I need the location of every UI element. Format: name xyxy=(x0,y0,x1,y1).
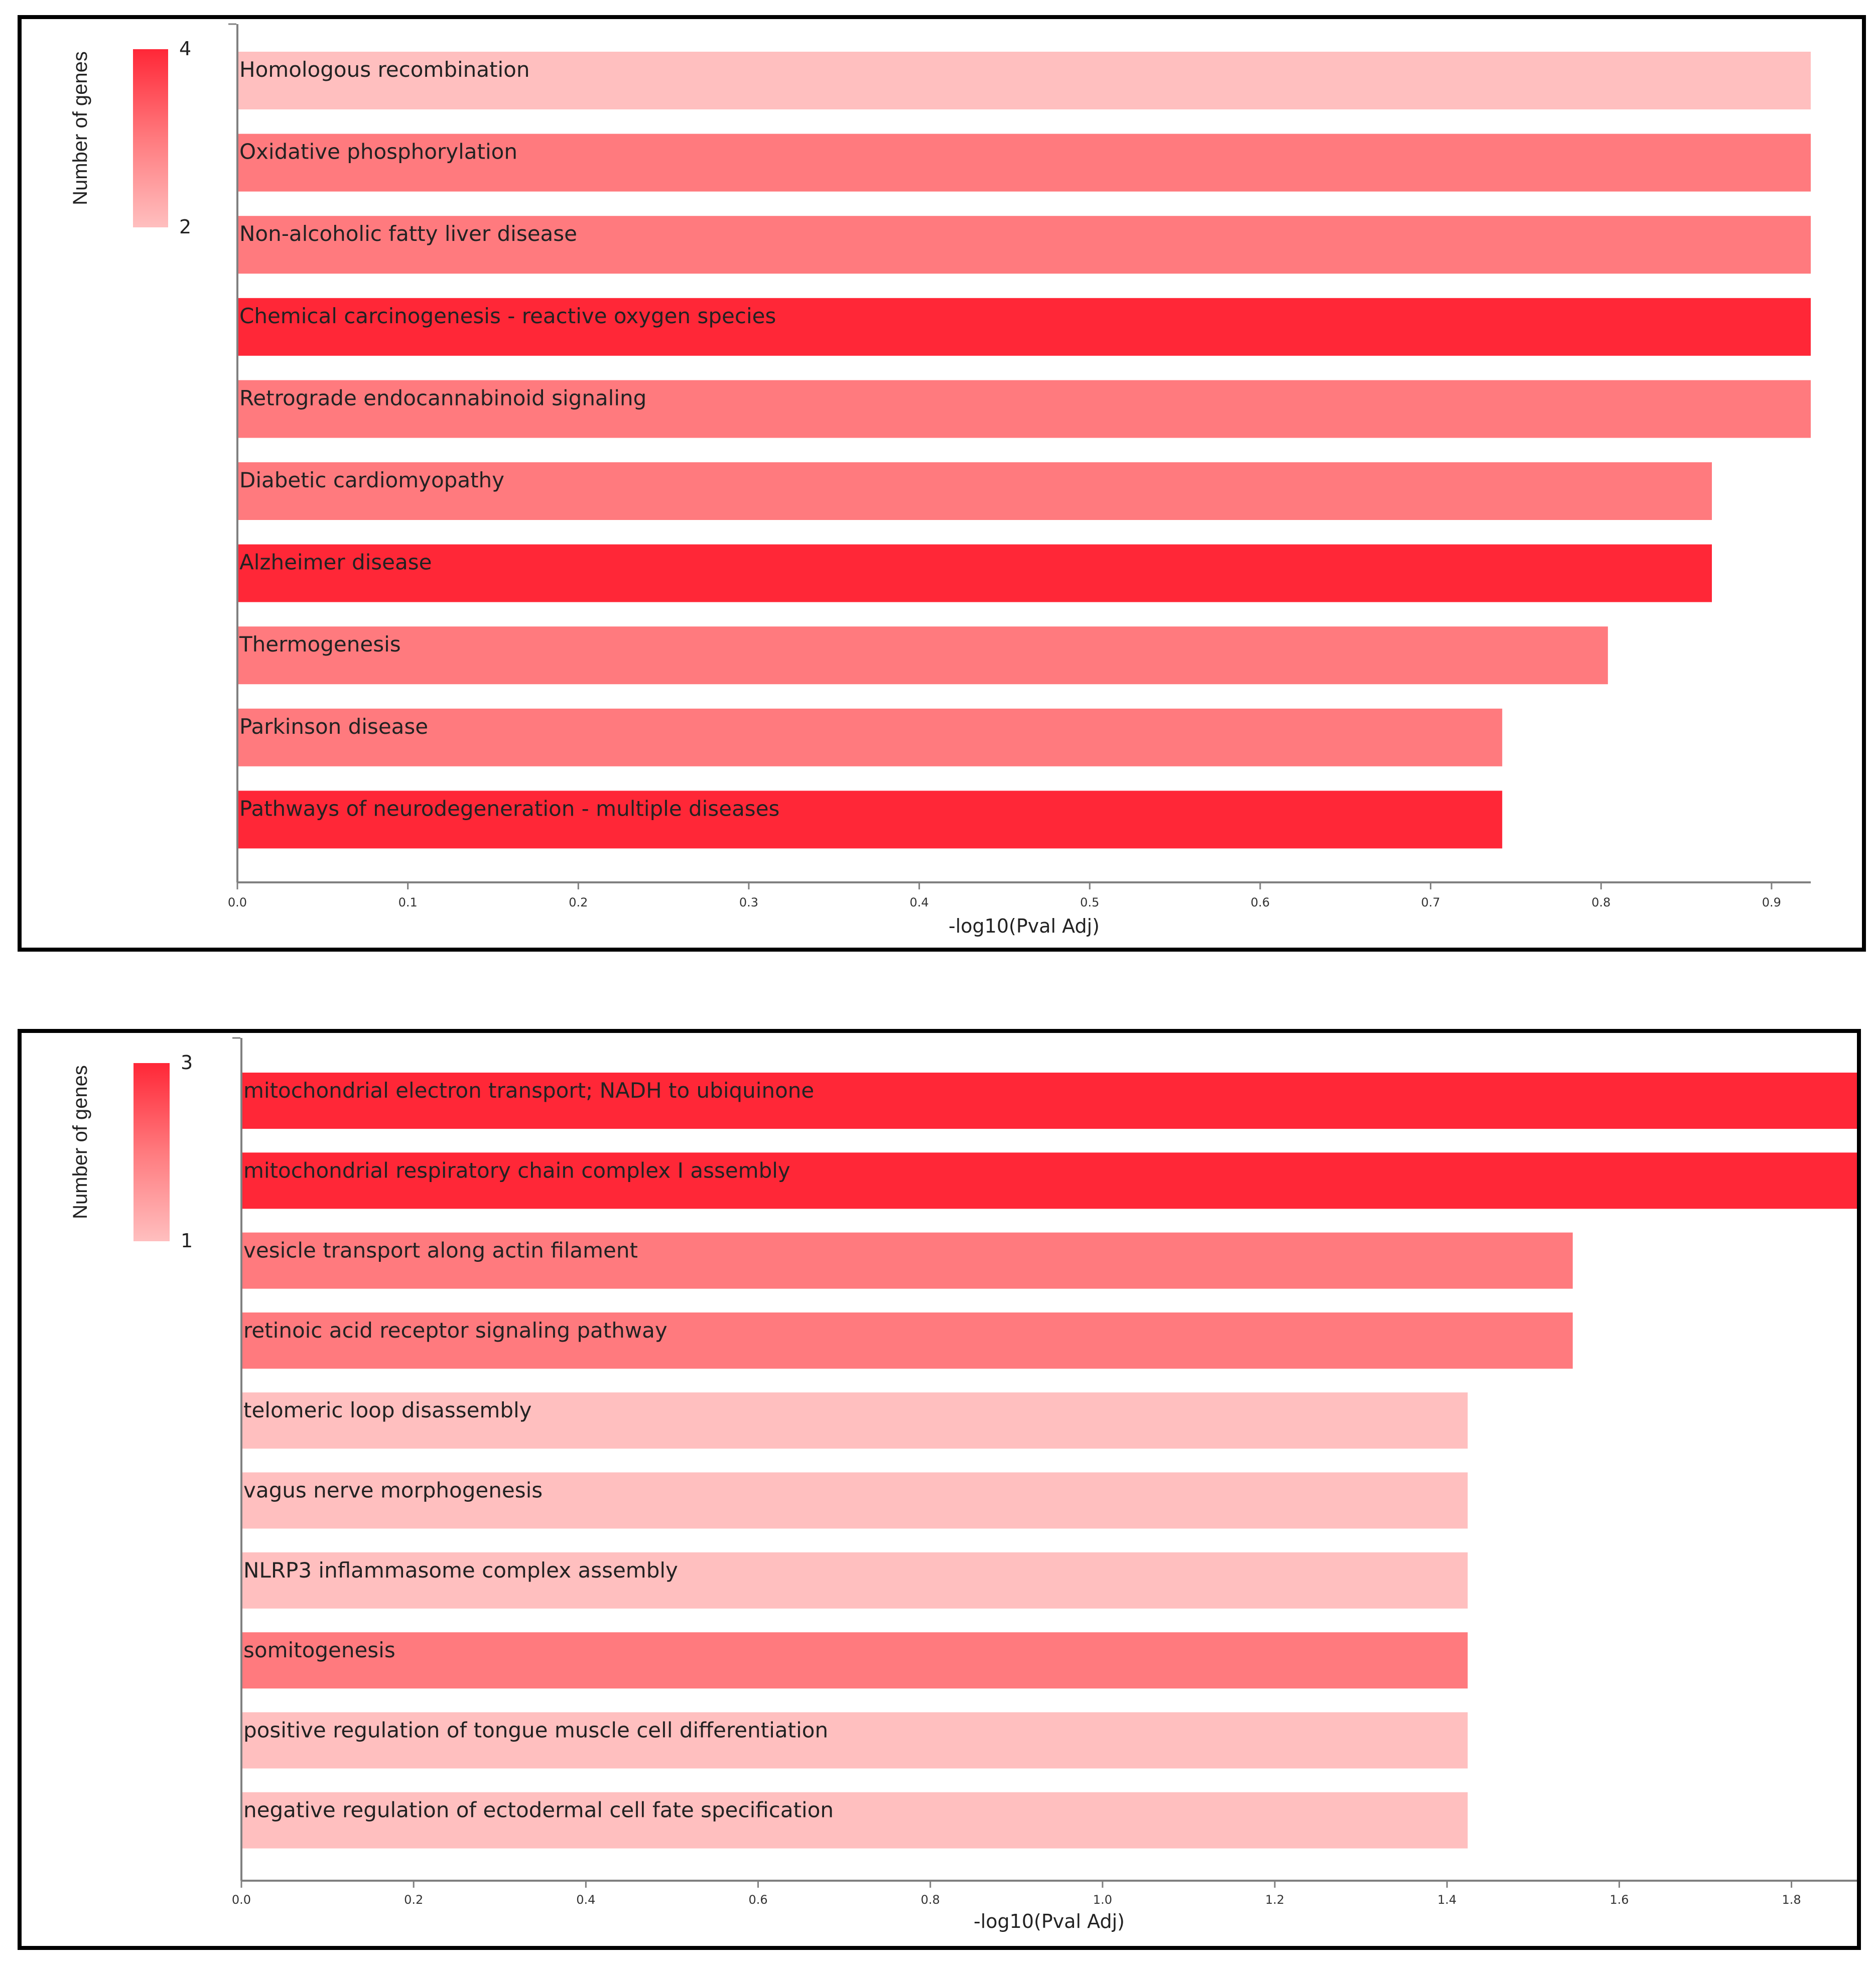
x-tick-label: 0.3 xyxy=(739,895,759,909)
x-tick-label: 0.8 xyxy=(1591,895,1611,909)
x-tick-label: 0.4 xyxy=(909,895,929,909)
x-axis-title: -log10(Pval Adj) xyxy=(949,915,1100,937)
go-process-chart-panel xyxy=(18,1029,1861,1950)
legend-max-label: 3 xyxy=(181,1052,193,1074)
bar-label: Parkinson disease xyxy=(239,714,429,739)
kegg-pathway-bar-chart xyxy=(22,19,1862,948)
bar-label: Diabetic cardiomyopathy xyxy=(239,468,505,492)
bar-label: negative regulation of ectodermal cell fate specification xyxy=(243,1797,834,1822)
bar-label: NLRP3 inflammasome complex assembly xyxy=(243,1557,678,1583)
x-tick-label: 1.2 xyxy=(1265,1893,1285,1907)
bar-label: Non-alcoholic fatty liver disease xyxy=(239,221,578,246)
x-tick-label: 0.4 xyxy=(576,1893,596,1907)
legend-color-scale xyxy=(133,1063,170,1241)
bar-label: Pathways of neurodegeneration - multiple diseases xyxy=(239,796,780,821)
x-tick-label: 0.2 xyxy=(569,895,588,909)
x-tick-label: 1.6 xyxy=(1610,1893,1629,1907)
x-tick-label: 0.1 xyxy=(398,895,418,909)
bar[interactable] xyxy=(241,1632,1467,1688)
bar-label: vesicle transport along actin filament xyxy=(243,1238,638,1263)
bar-label: Oxidative phosphorylation xyxy=(239,139,517,164)
bar-label: Alzheimer disease xyxy=(239,550,432,575)
bar-label: Chemical carcinogenesis - reactive oxygen species xyxy=(239,303,776,328)
legend-title: Number of genes xyxy=(69,1065,91,1219)
bar-label: mitochondrial respiratory chain complex I assembly xyxy=(243,1158,790,1183)
x-tick-label: 0.6 xyxy=(748,1893,768,1907)
x-axis-title: -log10(Pval Adj) xyxy=(974,1910,1125,1932)
bar[interactable] xyxy=(237,626,1608,684)
x-tick-label: 0.8 xyxy=(920,1893,940,1907)
x-tick-label: 0.7 xyxy=(1421,895,1440,909)
bar-label: vagus nerve morphogenesis xyxy=(243,1478,543,1503)
bar-label: retinoic acid receptor signaling pathway xyxy=(243,1318,667,1343)
x-tick-label: 0.6 xyxy=(1250,895,1270,909)
legend-color-scale xyxy=(133,49,168,227)
x-tick-label: 1.8 xyxy=(1782,1893,1801,1907)
bar-label: Thermogenesis xyxy=(239,632,401,657)
x-tick-label: 0.2 xyxy=(404,1893,424,1907)
bar-label: somitogenesis xyxy=(243,1638,395,1663)
x-tick-label: 1.4 xyxy=(1437,1893,1457,1907)
bar-label: mitochondrial electron transport; NADH to ubiquinone xyxy=(243,1078,815,1103)
bar-label: Retrograde endocannabinoid signaling xyxy=(239,385,647,411)
x-tick-label: 0.5 xyxy=(1080,895,1100,909)
go-process-bar-chart xyxy=(22,1033,1857,1946)
bar-label: telomeric loop disassembly xyxy=(243,1398,532,1423)
bar-label: positive regulation of tongue muscle cell differentiation xyxy=(243,1718,829,1743)
bar-label: Homologous recombination xyxy=(239,57,530,82)
legend-min-label: 2 xyxy=(179,216,192,238)
legend-max-label: 4 xyxy=(179,38,192,60)
bar[interactable] xyxy=(237,545,1712,602)
x-tick-label: 0.0 xyxy=(227,895,247,909)
legend-title: Number of genes xyxy=(69,51,91,205)
legend-min-label: 1 xyxy=(181,1230,193,1252)
x-tick-label: 1.0 xyxy=(1093,1893,1112,1907)
x-tick-label: 0.9 xyxy=(1762,895,1781,909)
x-tick-label: 0.0 xyxy=(231,1893,251,1907)
kegg-pathway-chart-panel xyxy=(18,15,1866,952)
